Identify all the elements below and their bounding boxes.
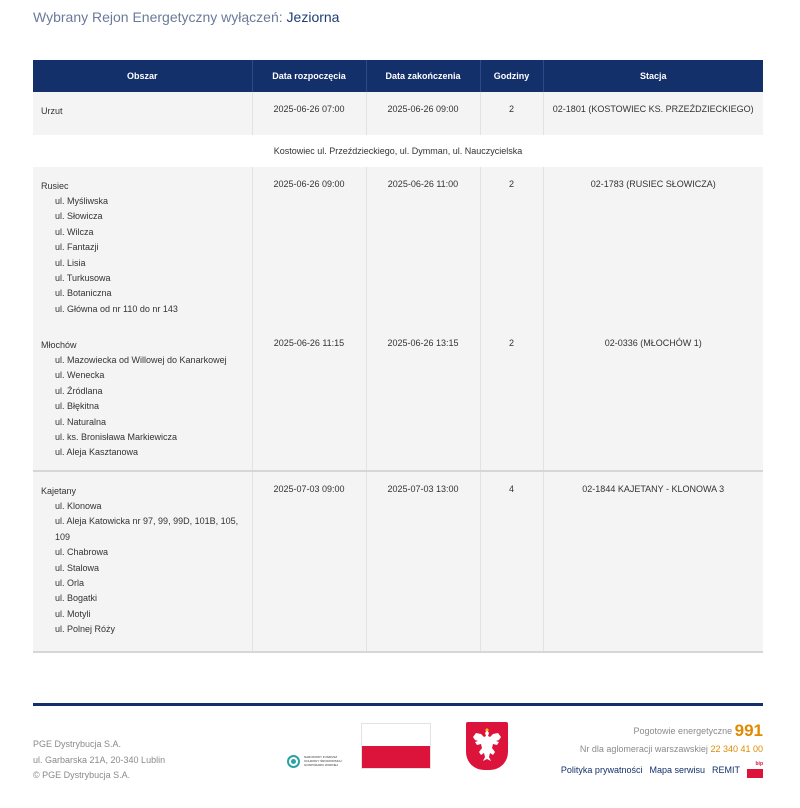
street-item: ul. Mazowiecka od Willowej do Kanarkowej	[55, 355, 227, 365]
street-item: ul. Bogatki	[55, 593, 98, 604]
polish-flag-link[interactable]	[361, 723, 431, 769]
street-item: ul. Aleja Kasztanowa	[55, 447, 139, 458]
street-item: ul. Turkusowa	[55, 273, 111, 284]
page-title	[33, 9, 339, 25]
street-item: ul. Aleja Katowicka nr 97, 99, 99D, 101B, 105, 109	[55, 516, 239, 542]
start-date-cell: 2025-06-26 09:00	[252, 167, 366, 326]
polish-emblem-link[interactable]	[466, 722, 508, 770]
area-name: Kajetany	[41, 486, 77, 496]
privacy-policy-link[interactable]: Polityka prywatności	[560, 765, 643, 775]
street-item: ul. Motyli	[55, 608, 91, 619]
column-header-hours: Godziny	[480, 60, 543, 92]
table-row	[33, 471, 763, 652]
table-header-row	[33, 60, 763, 92]
emergency-label: Pogotowie energetyczne	[633, 726, 733, 736]
table-row	[33, 92, 763, 135]
street-item: ul. Wilcza	[55, 226, 94, 237]
station-cell: 02-0336 (MŁOCHÓW 1)	[543, 326, 763, 471]
column-header-station: Stacja	[543, 60, 763, 92]
start-date-cell: 2025-07-03 09:00	[252, 471, 366, 652]
footer-divider	[33, 703, 763, 706]
street-item: ul. Botaniczna	[55, 288, 112, 299]
copyright: © PGE Dystrybucja S.A.	[33, 770, 131, 780]
warsaw-phone[interactable]: 22 340 41 00	[710, 744, 763, 754]
nfos-logo-icon	[287, 755, 300, 768]
emergency-number[interactable]: 991	[734, 721, 763, 740]
street-item: ul. Fantazji	[55, 242, 99, 253]
street-item: ul. Błękitna	[55, 401, 100, 412]
area-name: Młochów	[41, 340, 77, 350]
street-item: ul. Myśliwska	[55, 196, 109, 206]
company-address: ul. Garbarska 21A, 20-340 Lublin	[33, 754, 166, 765]
area-name: Urzut	[41, 106, 63, 116]
start-date-cell: 2025-06-26 07:00	[252, 92, 366, 135]
column-header-start: Data rozpoczęcia	[252, 60, 366, 92]
end-date-cell: 2025-07-03 13:00	[366, 471, 480, 652]
flag-white-stripe	[362, 724, 430, 746]
nfos-logo-text: NARODOWY FUNDUSZ OCHRONY ŚRODOWISKA I GOSPODARKI WODNEJ	[304, 755, 343, 767]
remit-link[interactable]: REMIT	[712, 765, 740, 775]
area-cell	[33, 471, 252, 652]
emergency-info	[634, 721, 763, 741]
end-date-cell: 2025-06-26 11:00	[366, 167, 480, 326]
nfos-logo-link[interactable]	[287, 752, 351, 770]
end-date-cell: 2025-06-26 09:00	[366, 92, 480, 135]
street-item: ul. Źródlana	[55, 385, 103, 396]
column-header-area: Obszar	[33, 60, 252, 92]
hours-cell: 2	[480, 326, 543, 471]
outage-table	[33, 60, 763, 653]
street-item: ul. ks. Bronisława Markiewicza	[55, 432, 178, 443]
column-header-end: Data zakończenia	[366, 60, 480, 92]
station-cell: 02-1801 (KOSTOWIEC KS. PRZEŹDZIECKIEGO)	[543, 92, 763, 135]
street-item: ul. Stalowa	[55, 562, 100, 573]
street-item: ul. Naturalna	[55, 416, 107, 427]
area-name: Rusiec	[41, 181, 69, 191]
selected-rejon: Jeziorna	[286, 9, 340, 25]
street-item: ul. Słowicza	[55, 211, 103, 222]
bip-icon-label: bip	[755, 761, 763, 767]
hours-cell: 2	[480, 92, 543, 135]
table-row	[33, 167, 763, 326]
street-item: ul. Chabrowa	[55, 547, 109, 558]
warsaw-label: Nr dla aglomeracji warszawskiej	[579, 744, 708, 754]
street-item: ul. Orla	[55, 578, 85, 589]
company-info	[33, 737, 165, 784]
flag-red-stripe	[362, 746, 430, 768]
hours-cell: 4	[480, 471, 543, 652]
warsaw-info	[580, 744, 763, 754]
footer-links	[561, 762, 763, 778]
white-eagle-icon	[471, 728, 503, 764]
table-row	[33, 326, 763, 471]
table-note-row	[33, 135, 763, 167]
hours-cell: 2	[480, 167, 543, 326]
street-item: ul. Klonowa	[55, 501, 102, 511]
street-item: ul. Główna od nr 110 do nr 143	[55, 303, 178, 314]
bip-link[interactable]	[747, 762, 763, 778]
street-item: ul. Polnej Róży	[55, 624, 116, 635]
area-cell	[33, 92, 252, 135]
sitemap-link[interactable]: Mapa serwisu	[649, 765, 705, 775]
area-cell	[33, 326, 252, 471]
street-item: ul. Wenecka	[55, 370, 105, 381]
note-cell: Kostowiec ul. Przeździeckiego, ul. Dymman, ul. Nauczycielska	[33, 135, 763, 167]
station-cell: 02-1844 KAJETANY - KLONOWA 3	[543, 471, 763, 652]
street-item: ul. Lisia	[55, 257, 86, 268]
end-date-cell: 2025-06-26 13:15	[366, 326, 480, 471]
page-title-label: Wybrany Rejon Energetyczny wyłączeń:	[33, 9, 283, 25]
bip-icon	[747, 769, 763, 778]
start-date-cell: 2025-06-26 11:15	[252, 326, 366, 471]
station-cell: 02-1783 (RUSIEC SŁOWICZA)	[543, 167, 763, 326]
company-name: PGE Dystrybucja S.A.	[33, 739, 122, 749]
area-cell	[33, 167, 252, 326]
